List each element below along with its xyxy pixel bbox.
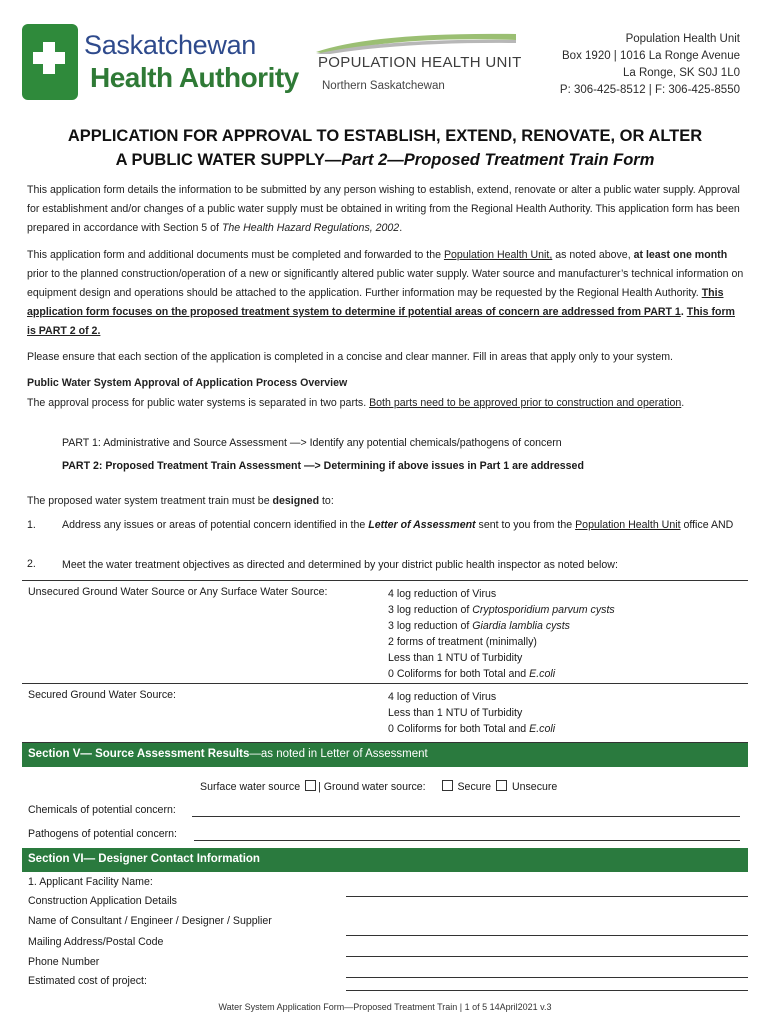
section-v-header: Section V— Source Assessment Results—as noted in Letter of Assessment — [22, 743, 748, 767]
org-name-line1: Saskatchewan — [84, 30, 257, 60]
table-row-label: Unsecured Ground Water Source or Any Surface Water Source: — [28, 586, 328, 598]
overview-heading: Public Water System Approval of Application Process Overview — [27, 377, 348, 389]
objective-item: 3 log reduction of Cryptosporidium parvum cysts — [388, 604, 615, 616]
construction-details-label: Construction Application Details — [28, 895, 177, 907]
unsecure-checkbox[interactable] — [496, 780, 507, 791]
applicant-facility-label: 1. Applicant Facility Name: — [28, 876, 153, 888]
pathogens-field[interactable] — [194, 840, 740, 841]
water-source-options: Surface water source | Ground water source: Secure Unsecure — [200, 781, 558, 793]
sha-cross-icon — [22, 24, 78, 100]
design-lead: The proposed water system treatment train must be designed to: — [27, 495, 334, 507]
phu-logo-subtitle: Northern Saskatchewan — [322, 80, 445, 92]
phu-logo-title: POPULATION HEALTH UNIT — [318, 54, 522, 71]
pathogens-label: Pathogens of potential concern: — [28, 828, 178, 840]
org-name-line2: Health Authority — [90, 62, 299, 93]
phu-swoosh-icon — [316, 30, 516, 54]
address-line: La Ronge, SK S0J 1L0 — [623, 67, 740, 79]
phone-number-field[interactable] — [346, 977, 748, 978]
objective-item: Less than 1 NTU of Turbidity — [388, 707, 523, 719]
mailing-address-label: Mailing Address/Postal Code — [28, 936, 164, 948]
intro-paragraph-1: This application form details the information to be submitted by any person wishing to establish, extend, renovate or alter a public water supply. Approval for establishment and/or changes of a public water supply must be obtained in writing from the Regional Health Authority. This application form has been prepared in accordance with Section 5 of The Health Hazard Regulations, 2002. — [27, 184, 740, 234]
section-vi-header: Section VI— Designer Contact Information — [22, 848, 748, 872]
surface-water-checkbox[interactable] — [305, 780, 316, 791]
design-item1: Address any issues or areas of potential concern identified in the Letter of Assessment sent to you from the Population Health Unit office AND — [62, 519, 734, 531]
phone-number-label: Phone Number — [28, 956, 100, 968]
table-row-label: Secured Ground Water Source: — [28, 689, 176, 701]
address-line: Population Health Unit — [625, 33, 740, 45]
consultant-field[interactable] — [346, 935, 748, 936]
ground-water-checkbox — [431, 782, 435, 791]
treatment-objectives-table — [22, 580, 748, 743]
applicant-facility-field[interactable] — [346, 896, 748, 897]
design-item2: Meet the water treatment objectives as directed and determined by your district public health inspector as noted below: — [62, 559, 618, 571]
objective-item: 0 Coliforms for both Total and E.coli — [388, 723, 556, 735]
phu-logo — [316, 30, 526, 100]
address-line: Box 1920 | 1016 La Ronge Avenue — [562, 50, 740, 62]
objective-item: 4 log reduction of Virus — [388, 691, 497, 703]
objective-item: 2 forms of treatment (minimally) — [388, 636, 537, 648]
table-row — [22, 684, 748, 742]
chemicals-field[interactable] — [192, 816, 740, 817]
estimated-cost-field[interactable] — [346, 990, 748, 991]
table-row — [22, 581, 748, 684]
phu-link[interactable]: Population Health Unit, — [443, 249, 553, 261]
design-item2-number: 2. — [27, 558, 36, 570]
secure-checkbox[interactable] — [442, 780, 453, 791]
intro-paragraph-3: Please ensure that each section of the application is completed in a concise and clear manner. Fill in areas that apply only to your system. — [27, 351, 673, 363]
mailing-address-field[interactable] — [346, 956, 748, 957]
table-row-values — [388, 689, 555, 737]
objective-item: Less than 1 NTU of Turbidity — [388, 652, 523, 664]
design-item1-number: 1. — [27, 519, 36, 531]
table-row-values — [388, 586, 615, 682]
estimated-cost-label: Estimated cost of project: — [28, 975, 147, 987]
chemicals-label: Chemicals of potential concern: — [28, 804, 176, 816]
sha-logo — [22, 24, 312, 104]
overview-part2: PART 2: Proposed Treatment Train Assessment —> Determining if above issues in Part 1 are addressed — [62, 460, 584, 472]
consultant-label: Name of Consultant / Engineer / Designer / Supplier — [28, 915, 272, 927]
objective-item: 3 log reduction of Giardia lamblia cysts — [388, 620, 570, 632]
objective-item: 0 Coliforms for both Total and E.coli — [388, 668, 556, 680]
form-title-line2: A PUBLIC WATER SUPPLY—Part 2—Proposed Treatment Train Form — [115, 151, 655, 169]
overview-part1: PART 1: Administrative and Source Assessment —> Identify any potential chemicals/pathogens of concern — [62, 437, 562, 449]
objective-item: 4 log reduction of Virus — [388, 588, 497, 600]
form-title-line1: APPLICATION FOR APPROVAL TO ESTABLISH, EXTEND, RENOVATE, OR ALTER — [67, 127, 703, 145]
page-footer: Water System Application Form—Proposed Treatment Train | 1 of 5 14April2021 v.3 — [218, 1002, 552, 1012]
intro-paragraph-2: This application form and additional documents must be completed and forwarded to the Population Health Unit, as noted above, at least one month prior to the planned construction/operation of a new or significantly altered public water supply. Water source and manufacturer’s technical information on equipment design and operations should be attached to the application. Further information may be requested by the Regional Health Authority. This application form focuses on the proposed treatment system to determine if potential areas of concern are addressed from PART 1. This form is PART 2 of 2. — [27, 249, 744, 337]
unit-address — [560, 31, 740, 99]
address-line: P: 306-425-8512 | F: 306-425-8550 — [559, 84, 740, 96]
overview-text: The approval process for public water systems is separated in two parts. Both parts need to be approved prior to construction and operation. — [27, 397, 685, 409]
